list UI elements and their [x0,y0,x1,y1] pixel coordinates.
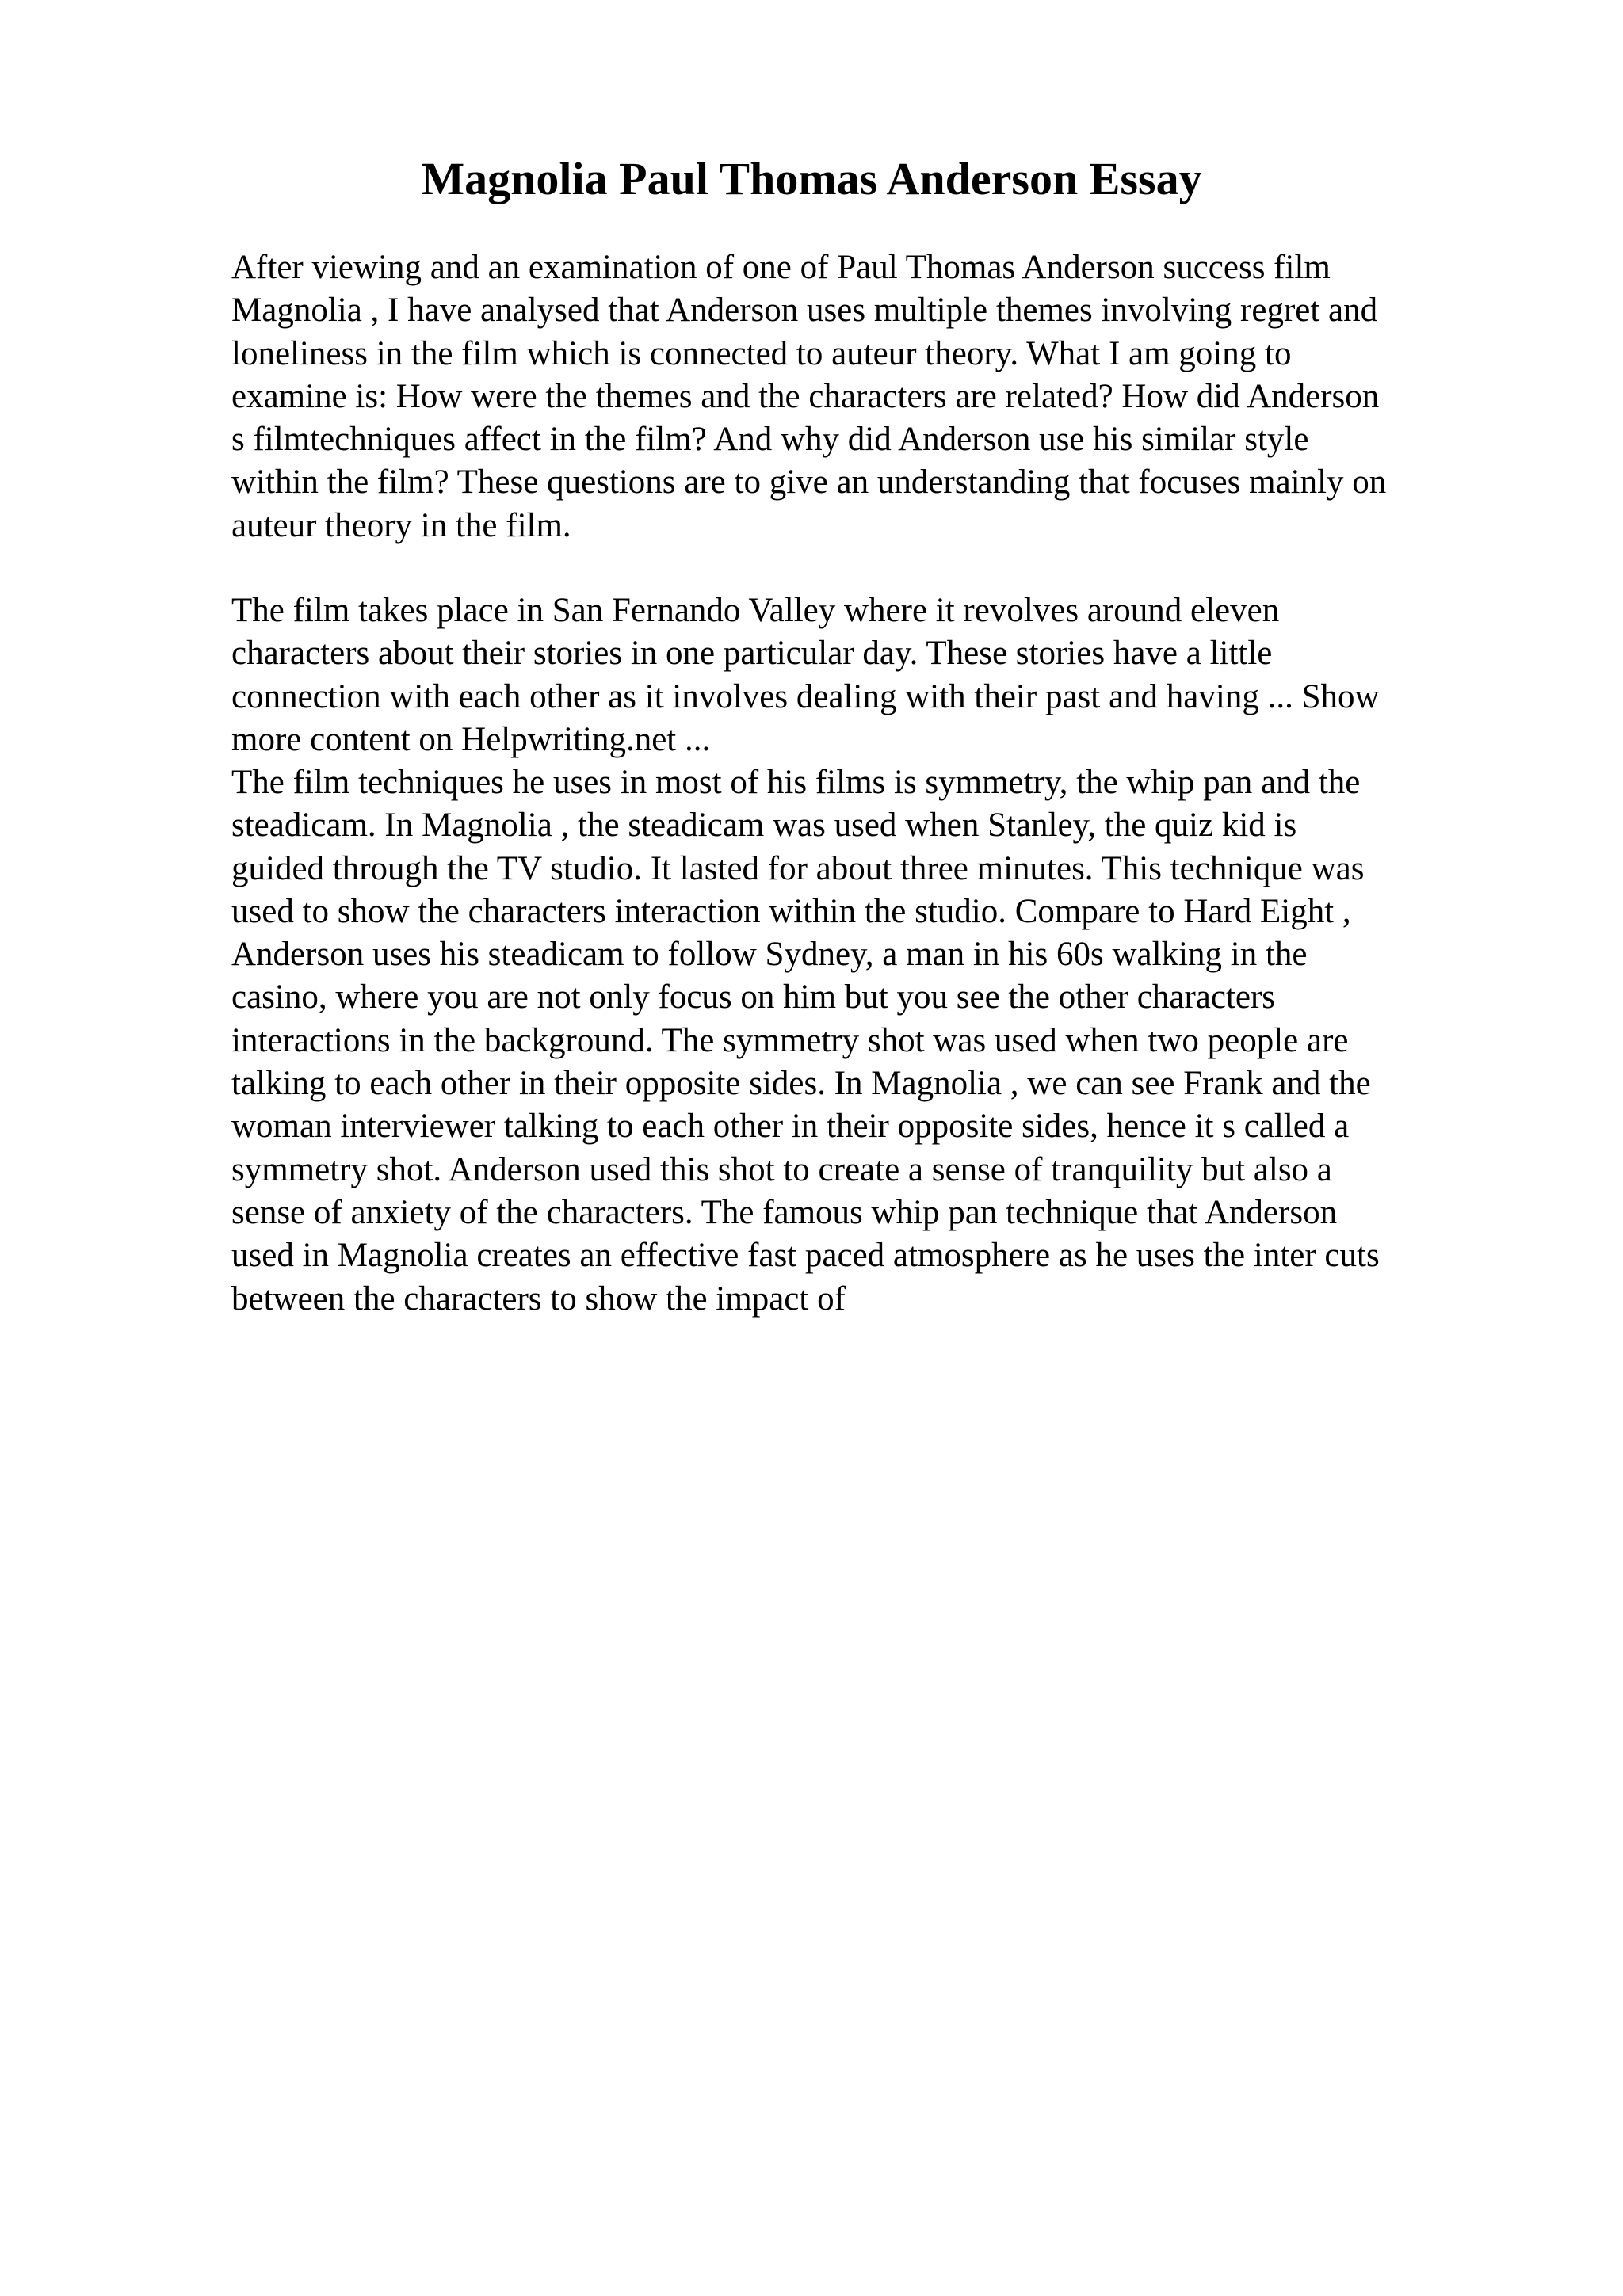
page-title: Magnolia Paul Thomas Anderson Essay [421,153,1202,204]
text-line: steadicam. In Magnolia , the steadicam was used when Stanley, the quiz kid is [231,807,1297,845]
text-line: Magnolia , I have analysed that Anderson uses multiple themes involving regret and [231,292,1378,330]
text-line: used in Magnolia creates an effective fast paced atmosphere as he uses the inter cuts [231,1237,1380,1275]
text-line: more content on Helpwriting.net ... [231,720,711,758]
text-line: talking to each other in their opposite sides. In Magnolia , we can see Frank and the [231,1065,1371,1103]
text-line: s filmtechniques affect in the film? And why did Anderson use his similar style [231,421,1309,459]
text-line: used to show the characters interaction within the studio. Compare to Hard Eight , [231,892,1351,930]
text-line: woman interviewer talking to each other in their opposite sides, hence it s called a [231,1108,1350,1146]
text-line: characters about their stories in one particular day. These stories have a little [231,635,1273,673]
paragraph-setting [231,589,1499,761]
text-line: The film techniques he uses in most of his films is symmetry, the whip pan and the [231,764,1361,801]
text-line: loneliness in the film which is connected to auteur theory. What I am going to [231,334,1292,372]
text-line: The film takes place in San Fernando Valley where it revolves around eleven [231,592,1280,629]
text-line: between the characters to show the impact of [231,1280,846,1318]
text-line: symmetry shot. Anderson used this shot to create a sense of tranquility but also a [231,1150,1332,1188]
text-line: Anderson uses his steadicam to follow Sydney, a man in his 60s walking in the [231,936,1308,974]
text-line: sense of anxiety of the characters. The famous whip pan technique that Anderson [231,1193,1338,1231]
text-line: within the film? These questions are to give an understanding that focuses mainly on [231,463,1387,502]
text-line: interactions in the background. The symmetry shot was used when two people are [231,1021,1349,1059]
text-line: connection with each other as it involves dealing with their past and having ... Show [231,677,1380,715]
text-line: auteur theory in the film. [231,506,571,544]
paragraph-intro [231,246,1499,547]
text-line: After viewing and an examination of one of Paul Thomas Anderson success film [231,249,1331,286]
text-line: casino, where you are not only focus on him but you see the other characters [231,978,1276,1016]
text-line: examine is: How were the themes and the characters are related? How did Anderson [231,377,1380,415]
text-line: guided through the TV studio. It lasted for about three minutes. This technique was [231,849,1365,887]
paragraph-techniques [231,761,1499,1321]
